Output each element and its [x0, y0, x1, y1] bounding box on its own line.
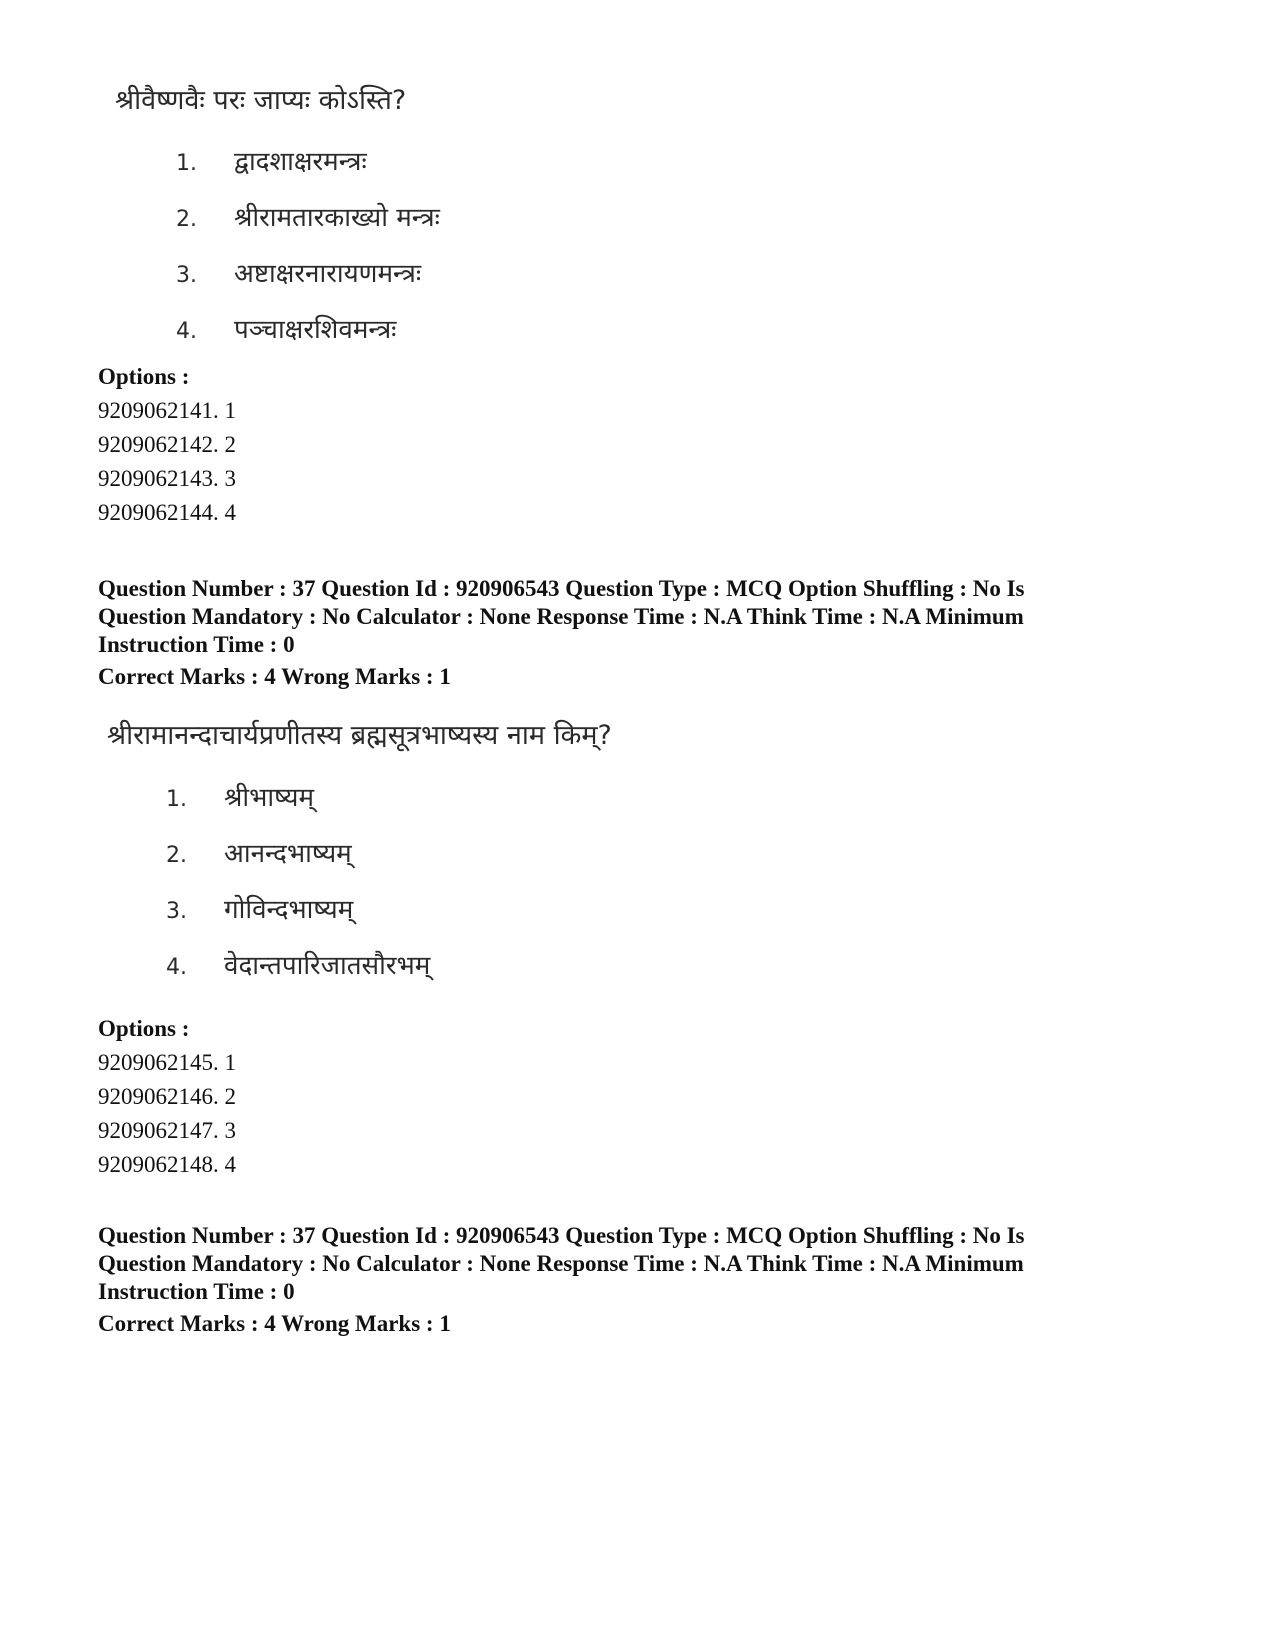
options-section — [98, 364, 1198, 530]
choice-number: 1. — [166, 787, 187, 812]
option-id-line: 9209062148. 4 — [98, 1152, 236, 1177]
choice-text: द्वादशाक्षरमन्त्रः — [234, 147, 367, 177]
option-id-line: 9209062143. 3 — [98, 466, 236, 491]
choice-text: पञ्चाक्षरशिवमन्त्रः — [234, 315, 397, 345]
choice-number: 3. — [166, 899, 187, 924]
choice-number: 2. — [166, 843, 187, 868]
choice-number: 4. — [176, 319, 197, 344]
question-text: श्रीवैष्णवैः परः जाप्यः कोऽस्ति? — [115, 85, 407, 116]
option-id-line: 9209062147. 3 — [98, 1118, 236, 1143]
choice-item — [166, 946, 430, 982]
choice-text: श्रीरामतारकाख्यो मन्त्रः — [234, 203, 440, 233]
choice-item — [166, 834, 352, 870]
choice-text: वेदान्तपारिजातसौरभम् — [224, 951, 431, 981]
choice-text: श्रीभाष्यम् — [224, 783, 315, 813]
choice-item — [176, 254, 421, 290]
option-id-line: 9209062142. 2 — [98, 432, 236, 457]
question-meta: Question Number : 37 Question Id : 920906543 Question Type : MCQ Option Shuffling : No Is Question Mandatory : No Calculator : None Response Time : N.A Think Time : N.A Minimum Instruction Time : 0 — [98, 576, 1025, 657]
option-id-line: 9209062145. 1 — [98, 1050, 236, 1075]
choice-number: 1. — [176, 151, 197, 176]
option-id-line: 9209062144. 4 — [98, 500, 236, 525]
option-id-line: 9209062141. 1 — [98, 398, 236, 423]
choice-item — [176, 198, 440, 234]
marks-line: Correct Marks : 4 Wrong Marks : 1 — [98, 664, 451, 689]
choice-number: 4. — [166, 955, 187, 980]
choice-text: आनन्दभाष्यम् — [224, 839, 352, 869]
question-meta: Question Number : 37 Question Id : 920906543 Question Type : MCQ Option Shuffling : No Is Question Mandatory : No Calculator : None Response Time : N.A Think Time : N.A Minimum Instruction Time : 0 — [98, 1223, 1025, 1304]
options-section — [98, 1016, 1198, 1182]
choice-item — [166, 890, 353, 926]
choice-text: गोविन्दभाष्यम् — [224, 895, 354, 925]
choice-text: अष्टाक्षरनारायणमन्त्रः — [234, 259, 422, 289]
marks-line: Correct Marks : 4 Wrong Marks : 1 — [98, 1311, 451, 1336]
choice-item — [176, 310, 396, 346]
choice-item — [176, 142, 367, 178]
question-text: श्रीरामानन्दाचार्यप्रणीतस्य ब्रह्मसूत्रभाष्यस्य नाम किम्? — [107, 720, 612, 751]
options-heading: Options : — [98, 364, 190, 389]
choice-number: 2. — [176, 207, 197, 232]
choice-number: 3. — [176, 263, 197, 288]
choice-item — [166, 778, 314, 814]
option-id-line: 9209062146. 2 — [98, 1084, 236, 1109]
options-heading: Options : — [98, 1016, 190, 1041]
